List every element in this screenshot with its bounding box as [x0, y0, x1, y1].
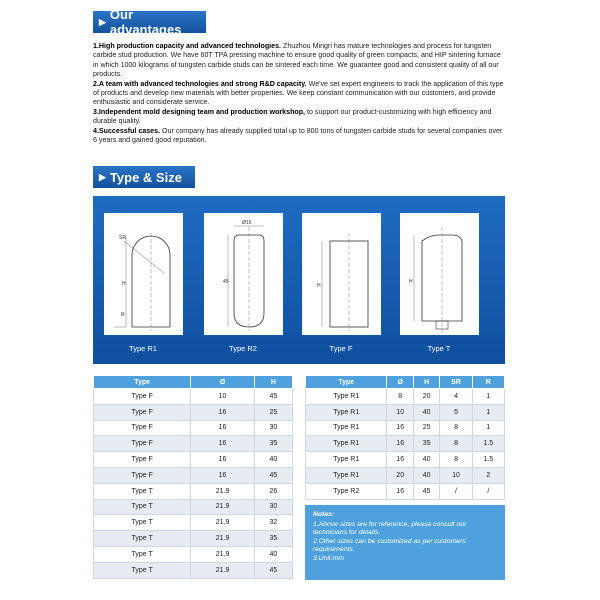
column-header: H [254, 376, 292, 389]
table-row: Type F 16 35 [94, 436, 293, 452]
advantage-item: 2.A team with advanced technologies and strong R&D capacity. We've set expert engineers to track the application of this type of products and develop new materials with better properties. We keep constant communication with our customers, and provide enthusiastic and considerate service. [93, 79, 504, 107]
stud-t-drawing [400, 213, 479, 335]
table-row: Type R1 10 40 5 1 [306, 404, 505, 420]
advantages-heading-text: Our advantages [109, 7, 182, 37]
triangle-right-icon: ▶ [99, 16, 106, 27]
table-row: Type F 16 45 [94, 467, 293, 483]
svg-text:H: H [409, 279, 413, 285]
svg-text:45: 45 [223, 279, 229, 285]
column-header: R [472, 376, 504, 389]
notes-title: Notes: [313, 511, 335, 518]
advantages-body [93, 42, 505, 145]
table-row: Type T 21.9 26 [94, 483, 293, 499]
advantage-item: 4.Successful cases. Our company has already supplied total up to 800 tons of tungsten carbide studs for several companies over 6 years and gained good reputation. [93, 126, 503, 145]
type-size-heading-text: Type & Size [109, 169, 182, 185]
type-drawings-panel [93, 196, 505, 364]
caption-type-r1: Type R1 [129, 344, 157, 353]
stud-r2-drawing [204, 213, 283, 335]
drawing-type-t [400, 213, 479, 335]
caption-type-r2: Type R2 [229, 344, 257, 353]
column-header: Ø [387, 376, 413, 389]
note-line: 1.Above sizes are for reference, please consult our technicians for details. [313, 520, 467, 537]
table-row: Type F 16 40 [94, 452, 293, 468]
stud-r1-drawing [104, 213, 183, 335]
table-row: Type R1 8 20 4 1 [306, 389, 505, 405]
table-row: Type T 21.9 30 [94, 499, 293, 515]
table-header-row [306, 376, 505, 389]
table-row: Type R1 20 40 10 2 [306, 467, 505, 483]
advantage-item: 3.Independent mold designing team and production workshop, to support our product-customizing with high efficiency and durable quality. [93, 107, 492, 126]
svg-text:H: H [317, 283, 321, 289]
table-row: Type F 10 45 [94, 389, 293, 405]
caption-type-f: Type F [329, 344, 353, 353]
column-header: SR [440, 376, 472, 389]
svg-text:SR: SR [119, 235, 126, 241]
column-header: Type [94, 376, 191, 389]
table-row: Type R1 16 40 8 1.5 [306, 452, 505, 468]
table-row: Type F 16 25 [94, 404, 293, 420]
advantages-heading [93, 7, 206, 37]
table-row: Type F 16 30 [94, 420, 293, 436]
table-row: Type R1 16 35 8 1.5 [306, 436, 505, 452]
notes-box [305, 505, 505, 580]
table-row: Type T 21.9 32 [94, 515, 293, 531]
column-header: Ø [191, 376, 255, 389]
note-line: 3.Unit:mm [313, 554, 344, 562]
type-size-heading [93, 166, 195, 188]
drawing-type-f [302, 213, 381, 335]
drawing-type-r2 [204, 213, 283, 335]
stud-f-drawing [302, 213, 381, 335]
svg-text:H: H [122, 281, 126, 287]
table-header-row [94, 376, 293, 389]
column-header: H [413, 376, 439, 389]
table-row: Type T 21.9 45 [94, 562, 293, 578]
drawing-type-r1 [104, 213, 183, 335]
caption-type-t: Type T [427, 344, 451, 353]
size-table-f-t [93, 375, 293, 579]
table-row: Type R2 16 45 / / [306, 483, 505, 499]
table-row: Type T 21.9 40 [94, 546, 293, 562]
table-row: Type T 21.9 35 [94, 531, 293, 547]
svg-text:R: R [121, 312, 125, 318]
svg-text:Ø16: Ø16 [242, 220, 252, 226]
advantage-item: 1.High production capacity and advanced technologies. Zhuzhou Mingri has mature technologies and process for tungsten carbide stud production. We have 60T TPA pressing machine to ensure good quality of green compacts, and HIP sintering furnace in which 1000 kilograms of tungsten carbide studs can be sintered each time. We guarantee good and consistent quality of all our products. [93, 42, 501, 79]
note-line: 2.Other sizes can be customized as per customers' requirements. [313, 537, 467, 554]
triangle-right-icon: ▶ [99, 171, 106, 182]
table-row: Type R1 16 25 8 1 [306, 420, 505, 436]
column-header: Type [306, 376, 387, 389]
size-table-r [305, 375, 505, 500]
